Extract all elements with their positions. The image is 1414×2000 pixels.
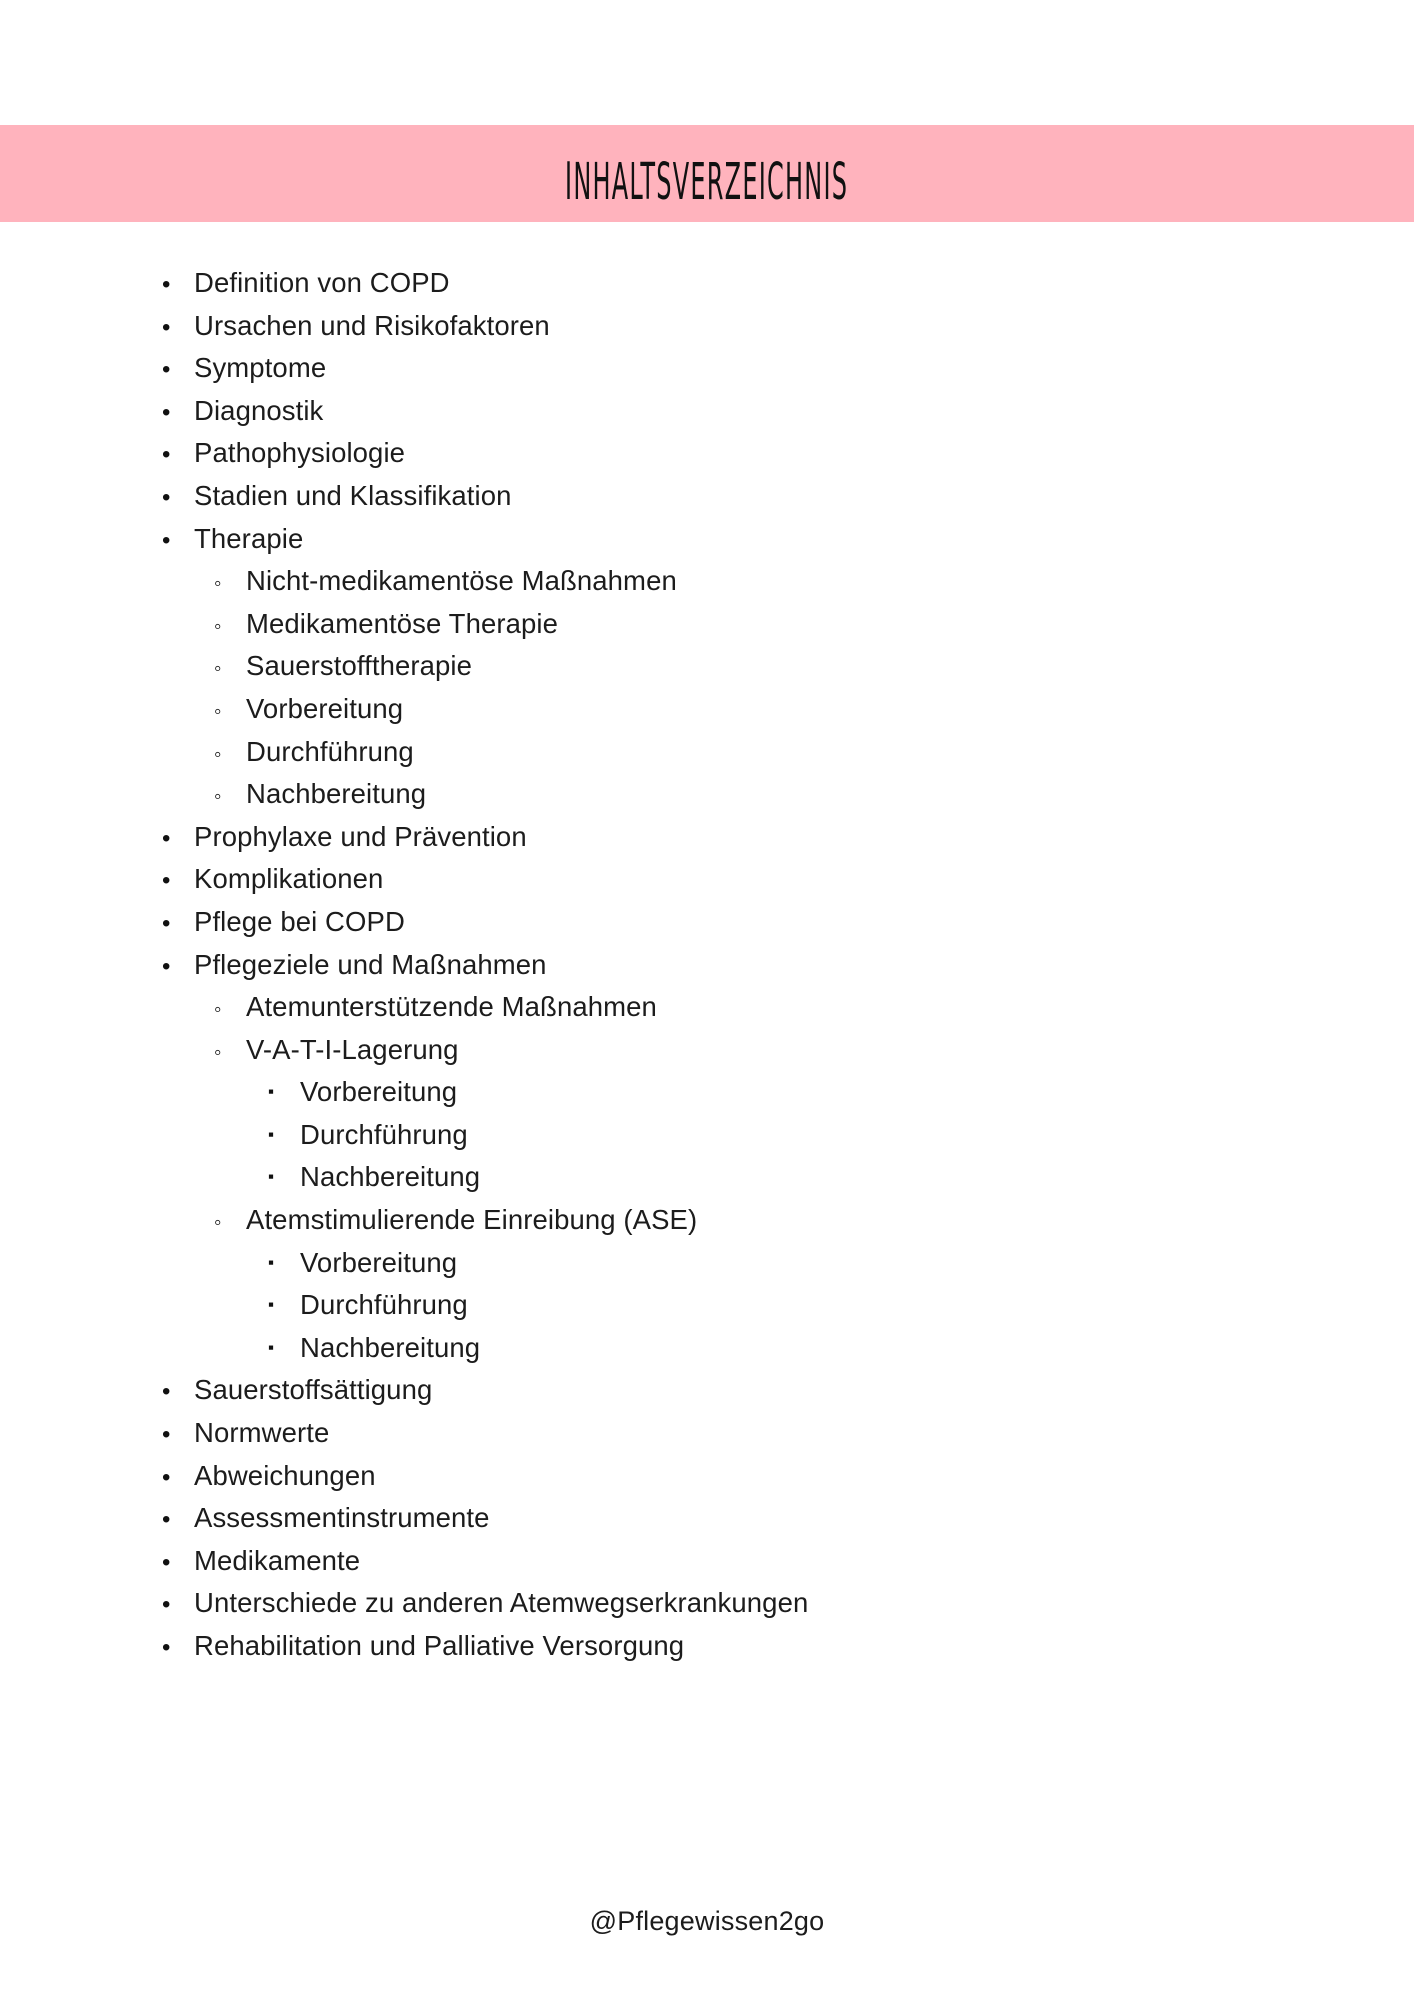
- bullet-level-2-icon: ◦: [214, 998, 222, 1022]
- bullet-level-1-icon: •: [162, 313, 171, 341]
- toc-item-label: Nachbereitung: [246, 778, 427, 810]
- toc-item-label: Medikamentöse Therapie: [246, 607, 559, 639]
- toc-item-label: Diagnostik: [194, 394, 324, 426]
- toc-item[interactable]: [0, 1369, 1414, 1412]
- toc-item-label: Medikamente: [194, 1544, 361, 1576]
- toc-item-label: Sauerstoffsättigung: [194, 1374, 433, 1406]
- toc-item[interactable]: [0, 518, 1414, 561]
- toc-item-label: Normwerte: [194, 1417, 330, 1449]
- bullet-level-1-icon: •: [162, 1421, 171, 1449]
- bullet-level-2-icon: ◦: [214, 742, 222, 766]
- toc-item[interactable]: [0, 1540, 1414, 1583]
- bullet-level-2-icon: ◦: [214, 614, 222, 638]
- bullet-level-3-icon: ▪: [268, 1337, 275, 1357]
- toc-item-label: Pflege bei COPD: [194, 905, 405, 937]
- toc-item[interactable]: [0, 560, 1414, 603]
- bullet-level-3-icon: ▪: [268, 1082, 275, 1102]
- toc-item-label: Therapie: [194, 522, 304, 554]
- toc-item-label: Sauerstofftherapie: [246, 650, 473, 682]
- toc-item[interactable]: [0, 1114, 1414, 1157]
- toc-item[interactable]: [0, 262, 1414, 305]
- toc-item-label: Komplikationen: [194, 863, 384, 895]
- bullet-level-1-icon: •: [162, 526, 171, 554]
- toc-item-label: Nachbereitung: [300, 1331, 481, 1363]
- toc-item-label: Stadien und Klassifikation: [194, 479, 512, 511]
- bullet-level-3-icon: ▪: [268, 1167, 275, 1187]
- bullet-level-2-icon: ◦: [214, 1040, 222, 1064]
- bullet-level-2-icon: ◦: [214, 657, 222, 681]
- toc-item[interactable]: [0, 1625, 1414, 1668]
- bullet-level-3-icon: ▪: [268, 1252, 275, 1272]
- bullet-level-2-icon: ◦: [214, 1211, 222, 1235]
- toc-item[interactable]: [0, 1029, 1414, 1072]
- toc-item-label: Vorbereitung: [246, 692, 404, 724]
- toc-item[interactable]: [0, 1455, 1414, 1498]
- toc-item-label: Vorbereitung: [300, 1076, 458, 1108]
- toc-item[interactable]: [0, 986, 1414, 1029]
- toc-item[interactable]: [0, 1412, 1414, 1455]
- toc-item-label: Pflegeziele und Maßnahmen: [194, 948, 547, 980]
- bullet-level-1-icon: •: [162, 909, 171, 937]
- toc-item-label: Vorbereitung: [300, 1246, 458, 1278]
- bullet-level-1-icon: •: [162, 271, 171, 298]
- toc-item-label: Ursachen und Risikofaktoren: [194, 309, 550, 341]
- toc-item[interactable]: [0, 603, 1414, 646]
- toc-item-label: Symptome: [194, 352, 327, 384]
- toc-item[interactable]: [0, 1242, 1414, 1285]
- toc-item-label: Atemstimulierende Einreibung (ASE): [246, 1204, 698, 1236]
- bullet-level-2-icon: ◦: [214, 785, 222, 809]
- bullet-level-2-icon: ◦: [214, 572, 222, 596]
- bullet-level-1-icon: •: [162, 441, 171, 469]
- toc-item[interactable]: [0, 731, 1414, 774]
- toc-item[interactable]: [0, 1071, 1414, 1114]
- toc-item[interactable]: [0, 305, 1414, 348]
- bullet-level-1-icon: •: [162, 1548, 171, 1576]
- toc-item-label: Assessmentinstrumente: [194, 1502, 490, 1534]
- bullet-level-2-icon: ◦: [214, 699, 222, 723]
- bullet-level-1-icon: •: [162, 356, 171, 384]
- toc-item-label: Prophylaxe und Prävention: [194, 820, 527, 852]
- bullet-level-3-icon: ▪: [268, 1295, 275, 1315]
- toc-item-label: Rehabilitation und Palliative Versorgung: [194, 1630, 685, 1661]
- toc-item[interactable]: [0, 645, 1414, 688]
- bullet-level-1-icon: •: [162, 1378, 171, 1406]
- bullet-level-1-icon: •: [162, 1591, 171, 1619]
- toc-item[interactable]: [0, 901, 1414, 944]
- table-of-contents: [0, 262, 1414, 1668]
- bullet-level-1-icon: •: [162, 824, 171, 852]
- toc-item-label: Nachbereitung: [300, 1161, 481, 1193]
- bullet-level-1-icon: •: [162, 483, 171, 511]
- bullet-level-1-icon: •: [162, 867, 171, 895]
- bullet-level-1-icon: •: [162, 1506, 171, 1534]
- bullet-level-1-icon: •: [162, 398, 171, 426]
- toc-item[interactable]: [0, 816, 1414, 859]
- toc-item-label: Unterschiede zu anderen Atemwegserkrankungen: [194, 1587, 809, 1619]
- toc-item[interactable]: [0, 390, 1414, 433]
- toc-item[interactable]: [0, 1327, 1414, 1370]
- bullet-level-1-icon: •: [162, 952, 171, 980]
- toc-item-label: Nicht-medikamentöse Maßnahmen: [246, 565, 677, 597]
- toc-item[interactable]: [0, 944, 1414, 987]
- toc-item[interactable]: [0, 1156, 1414, 1199]
- toc-item[interactable]: [0, 773, 1414, 816]
- toc-item-label: Durchführung: [246, 735, 414, 767]
- toc-item-label: Definition von COPD: [194, 267, 450, 298]
- toc-item[interactable]: [0, 1582, 1414, 1625]
- header-band: [0, 125, 1414, 222]
- bullet-level-1-icon: •: [162, 1463, 171, 1491]
- toc-item[interactable]: [0, 432, 1414, 475]
- toc-item-label: Durchführung: [300, 1289, 468, 1321]
- toc-item[interactable]: [0, 347, 1414, 390]
- toc-item-label: V-A-T-I-Lagerung: [246, 1033, 459, 1065]
- toc-item-label: Atemunterstützende Maßnahmen: [246, 991, 657, 1023]
- toc-item[interactable]: [0, 688, 1414, 731]
- toc-item-label: Durchführung: [300, 1118, 468, 1150]
- toc-item[interactable]: [0, 1199, 1414, 1242]
- toc-item[interactable]: [0, 1284, 1414, 1327]
- toc-item[interactable]: [0, 475, 1414, 518]
- toc-item[interactable]: [0, 1497, 1414, 1540]
- toc-item-label: Abweichungen: [194, 1459, 376, 1491]
- bullet-level-1-icon: •: [162, 1634, 171, 1661]
- toc-item[interactable]: [0, 858, 1414, 901]
- page-title: inhaltsverzeichnis: [565, 129, 849, 217]
- footer-handle: @Pflegewissen2go: [589, 1906, 825, 1936]
- bullet-level-3-icon: ▪: [268, 1124, 275, 1144]
- toc-item-label: Pathophysiologie: [194, 437, 406, 469]
